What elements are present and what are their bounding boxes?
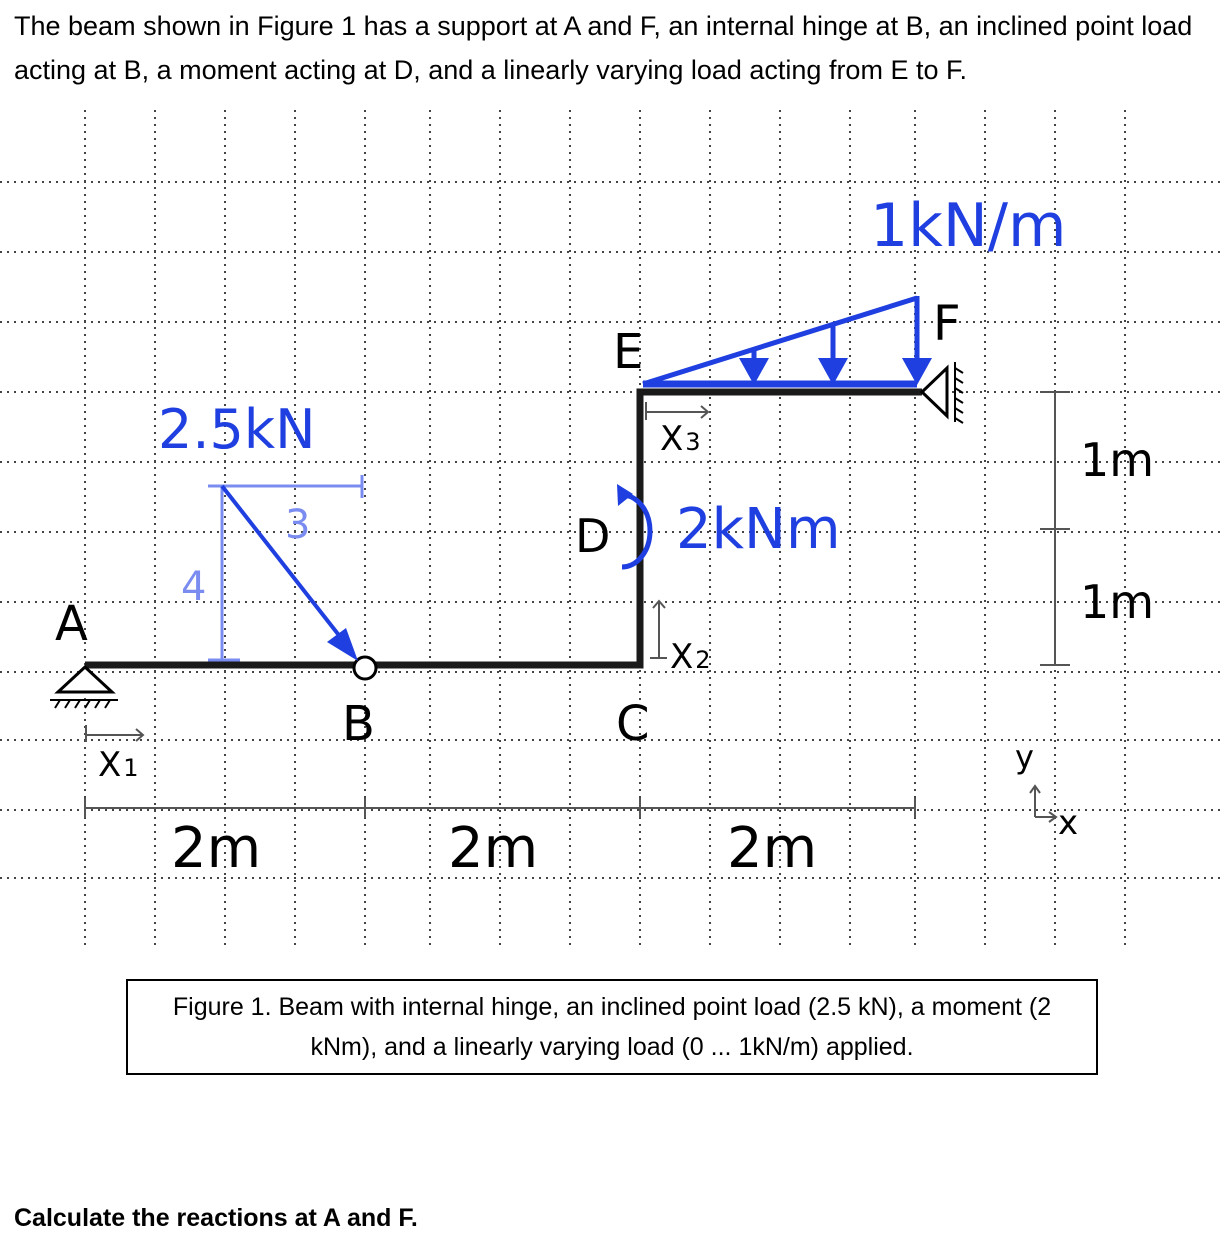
x2-axis-arrow — [650, 601, 667, 658]
dimension-ab: 2m — [171, 816, 262, 881]
slope-run-label: 3 — [285, 502, 311, 548]
pin-support-a — [50, 667, 118, 708]
point-d-label: D — [575, 509, 611, 563]
vertical-dimension-line — [1040, 392, 1070, 665]
beam-figure — [0, 110, 1224, 970]
x3-axis-label: X3 — [660, 419, 701, 459]
dimension-vertical-lower: 1m — [1080, 575, 1155, 629]
point-f-label: F — [933, 296, 961, 352]
point-a-label: A — [55, 596, 88, 652]
global-y-label: y — [1015, 738, 1034, 776]
x1-axis-label: X1 — [98, 745, 139, 785]
global-x-label: x — [1058, 803, 1079, 843]
point-b-label: B — [342, 696, 375, 752]
problem-statement: The beam shown in Figure 1 has a support at A and F, an internal hinge at B, an inclined point load acting at B, a moment acting at D, and a linearly varying load acting from E to F. — [14, 11, 1193, 85]
x2-axis-label: X2 — [670, 637, 711, 677]
horizontal-dimension-line — [85, 798, 915, 818]
distributed-load — [643, 296, 932, 385]
x3-axis-arrow — [646, 402, 708, 420]
point-load-label: 2.5kN — [158, 398, 316, 461]
global-axes-icon — [1030, 786, 1056, 822]
moment-label: 2kNm — [676, 497, 841, 562]
slope-rise-label: 4 — [181, 564, 207, 610]
dimension-vertical-upper: 1m — [1080, 433, 1155, 487]
question-text: Calculate the reactions at A and F. — [14, 1204, 418, 1232]
figure-caption: Figure 1. Beam with internal hinge, an inclined point load (2.5 kN), a moment (2 kNm), and a linearly varying load (0 ... 1kN/m) applied. — [126, 979, 1098, 1075]
point-c-label: C — [616, 696, 650, 752]
dimension-bc: 2m — [448, 816, 539, 881]
pin-support-f — [922, 362, 963, 423]
moment-arc — [617, 484, 650, 567]
point-e-label: E — [613, 324, 644, 380]
distributed-load-label: 1kN/m — [870, 191, 1067, 261]
dimension-cf: 2m — [727, 816, 818, 881]
